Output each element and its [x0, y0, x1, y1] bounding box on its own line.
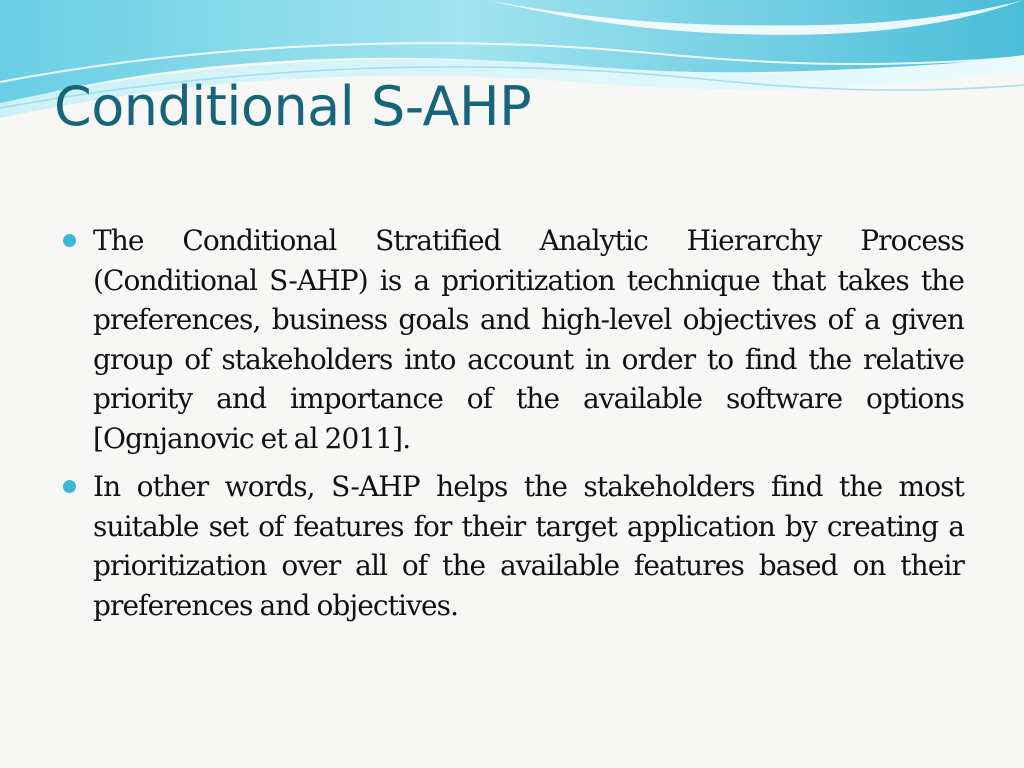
list-item: [62, 221, 964, 458]
bullet-list: [62, 221, 964, 634]
slide-title: Conditional S-AHP: [54, 75, 532, 138]
bullet-text: In other words, S-AHP helps the stakeholders find the most suitable set of features for their target application by creating a prioritization over all of the available features based on their preferences and objectives.: [93, 470, 964, 622]
bullet-dot-icon: [63, 480, 76, 493]
list-item: [62, 467, 964, 625]
bullet-text: The Conditional Stratified Analytic Hierarchy Process (Conditional S-AHP) is a prioritization technique that takes the preferences, business goals and high-level objectives of a given group of stakeholders into account in order to find the relative priority and importance of the available software options [Ognjanovic et al 2011].: [93, 224, 964, 455]
bullet-dot-icon: [63, 234, 76, 247]
